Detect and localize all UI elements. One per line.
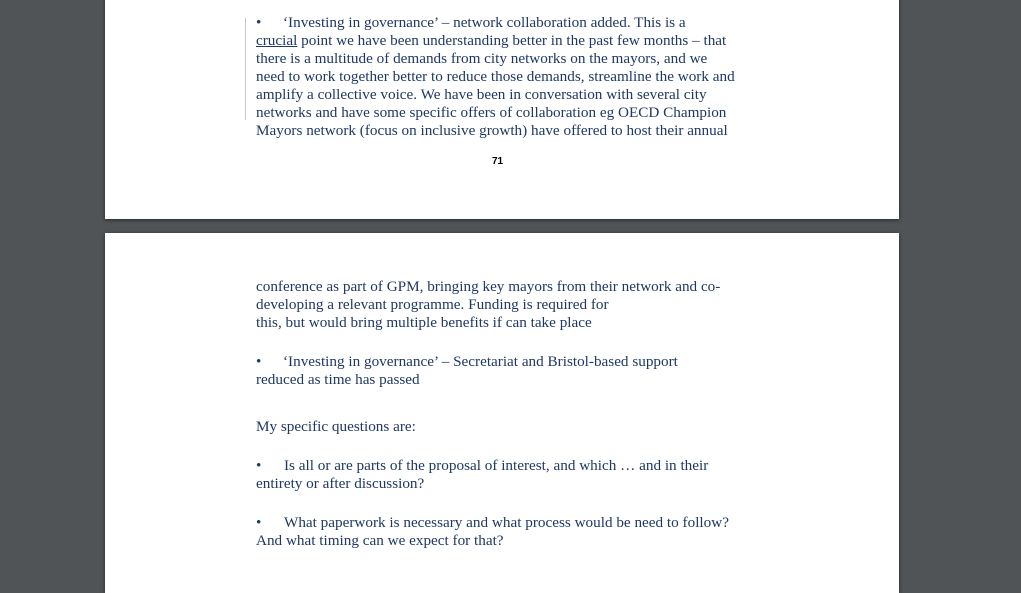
bullet-glyph: • (256, 514, 262, 531)
document-page-72 (105, 233, 899, 593)
text-line: conference as part of GPM, bringing key mayors from their network and co- (256, 278, 721, 295)
text-line: reduced as time has passed (256, 371, 420, 388)
questions-heading: My specific questions are: (256, 418, 416, 435)
text-line: ‘Investing in governance’ – network collaboration added. This is a (283, 14, 686, 31)
document-page-71 (105, 0, 899, 219)
text-line: developing a relevant programme. Funding is required for (256, 296, 609, 313)
text-line: amplify a collective voice. We have been in conversation with several city (256, 86, 707, 103)
text-line: networks and have some specific offers of collaboration eg OECD Champion (256, 104, 727, 121)
text-line: there is a multitude of demands from city networks on the mayors, and we (256, 50, 708, 67)
text-line (256, 32, 726, 50)
underlined-word: crucial (256, 32, 298, 49)
bullet-glyph: • (256, 14, 262, 31)
text-line: need to work together better to reduce those demands, streamline the work and (256, 68, 735, 85)
change-bar (245, 18, 246, 120)
bullet-glyph: • (256, 457, 262, 474)
text-line: ‘Investing in governance’ – Secretariat and Bristol-based support (283, 353, 678, 370)
bullet-item-network-collaboration (256, 14, 686, 32)
text-line: What paperwork is necessary and what process would be need to follow? (284, 514, 729, 531)
text-fragment: point we have been understanding better in the past few months – that (297, 32, 727, 49)
bullet-glyph: • (256, 353, 262, 370)
text-line: And what timing can we expect for that? (256, 532, 504, 549)
bullet-item-question-2 (256, 514, 729, 532)
text-line: Mayors network (focus on inclusive growth) have offered to host their annual (256, 122, 728, 139)
page-number: 71 (492, 156, 504, 167)
text-line: this, but would bring multiple benefits if can take place (256, 314, 592, 331)
text-line: entirety or after discussion? (256, 475, 425, 492)
bullet-item-secretariat (256, 353, 678, 371)
text-line: Is all or are parts of the proposal of interest, and which … and in their (284, 457, 709, 474)
bullet-item-question-1 (256, 457, 708, 475)
